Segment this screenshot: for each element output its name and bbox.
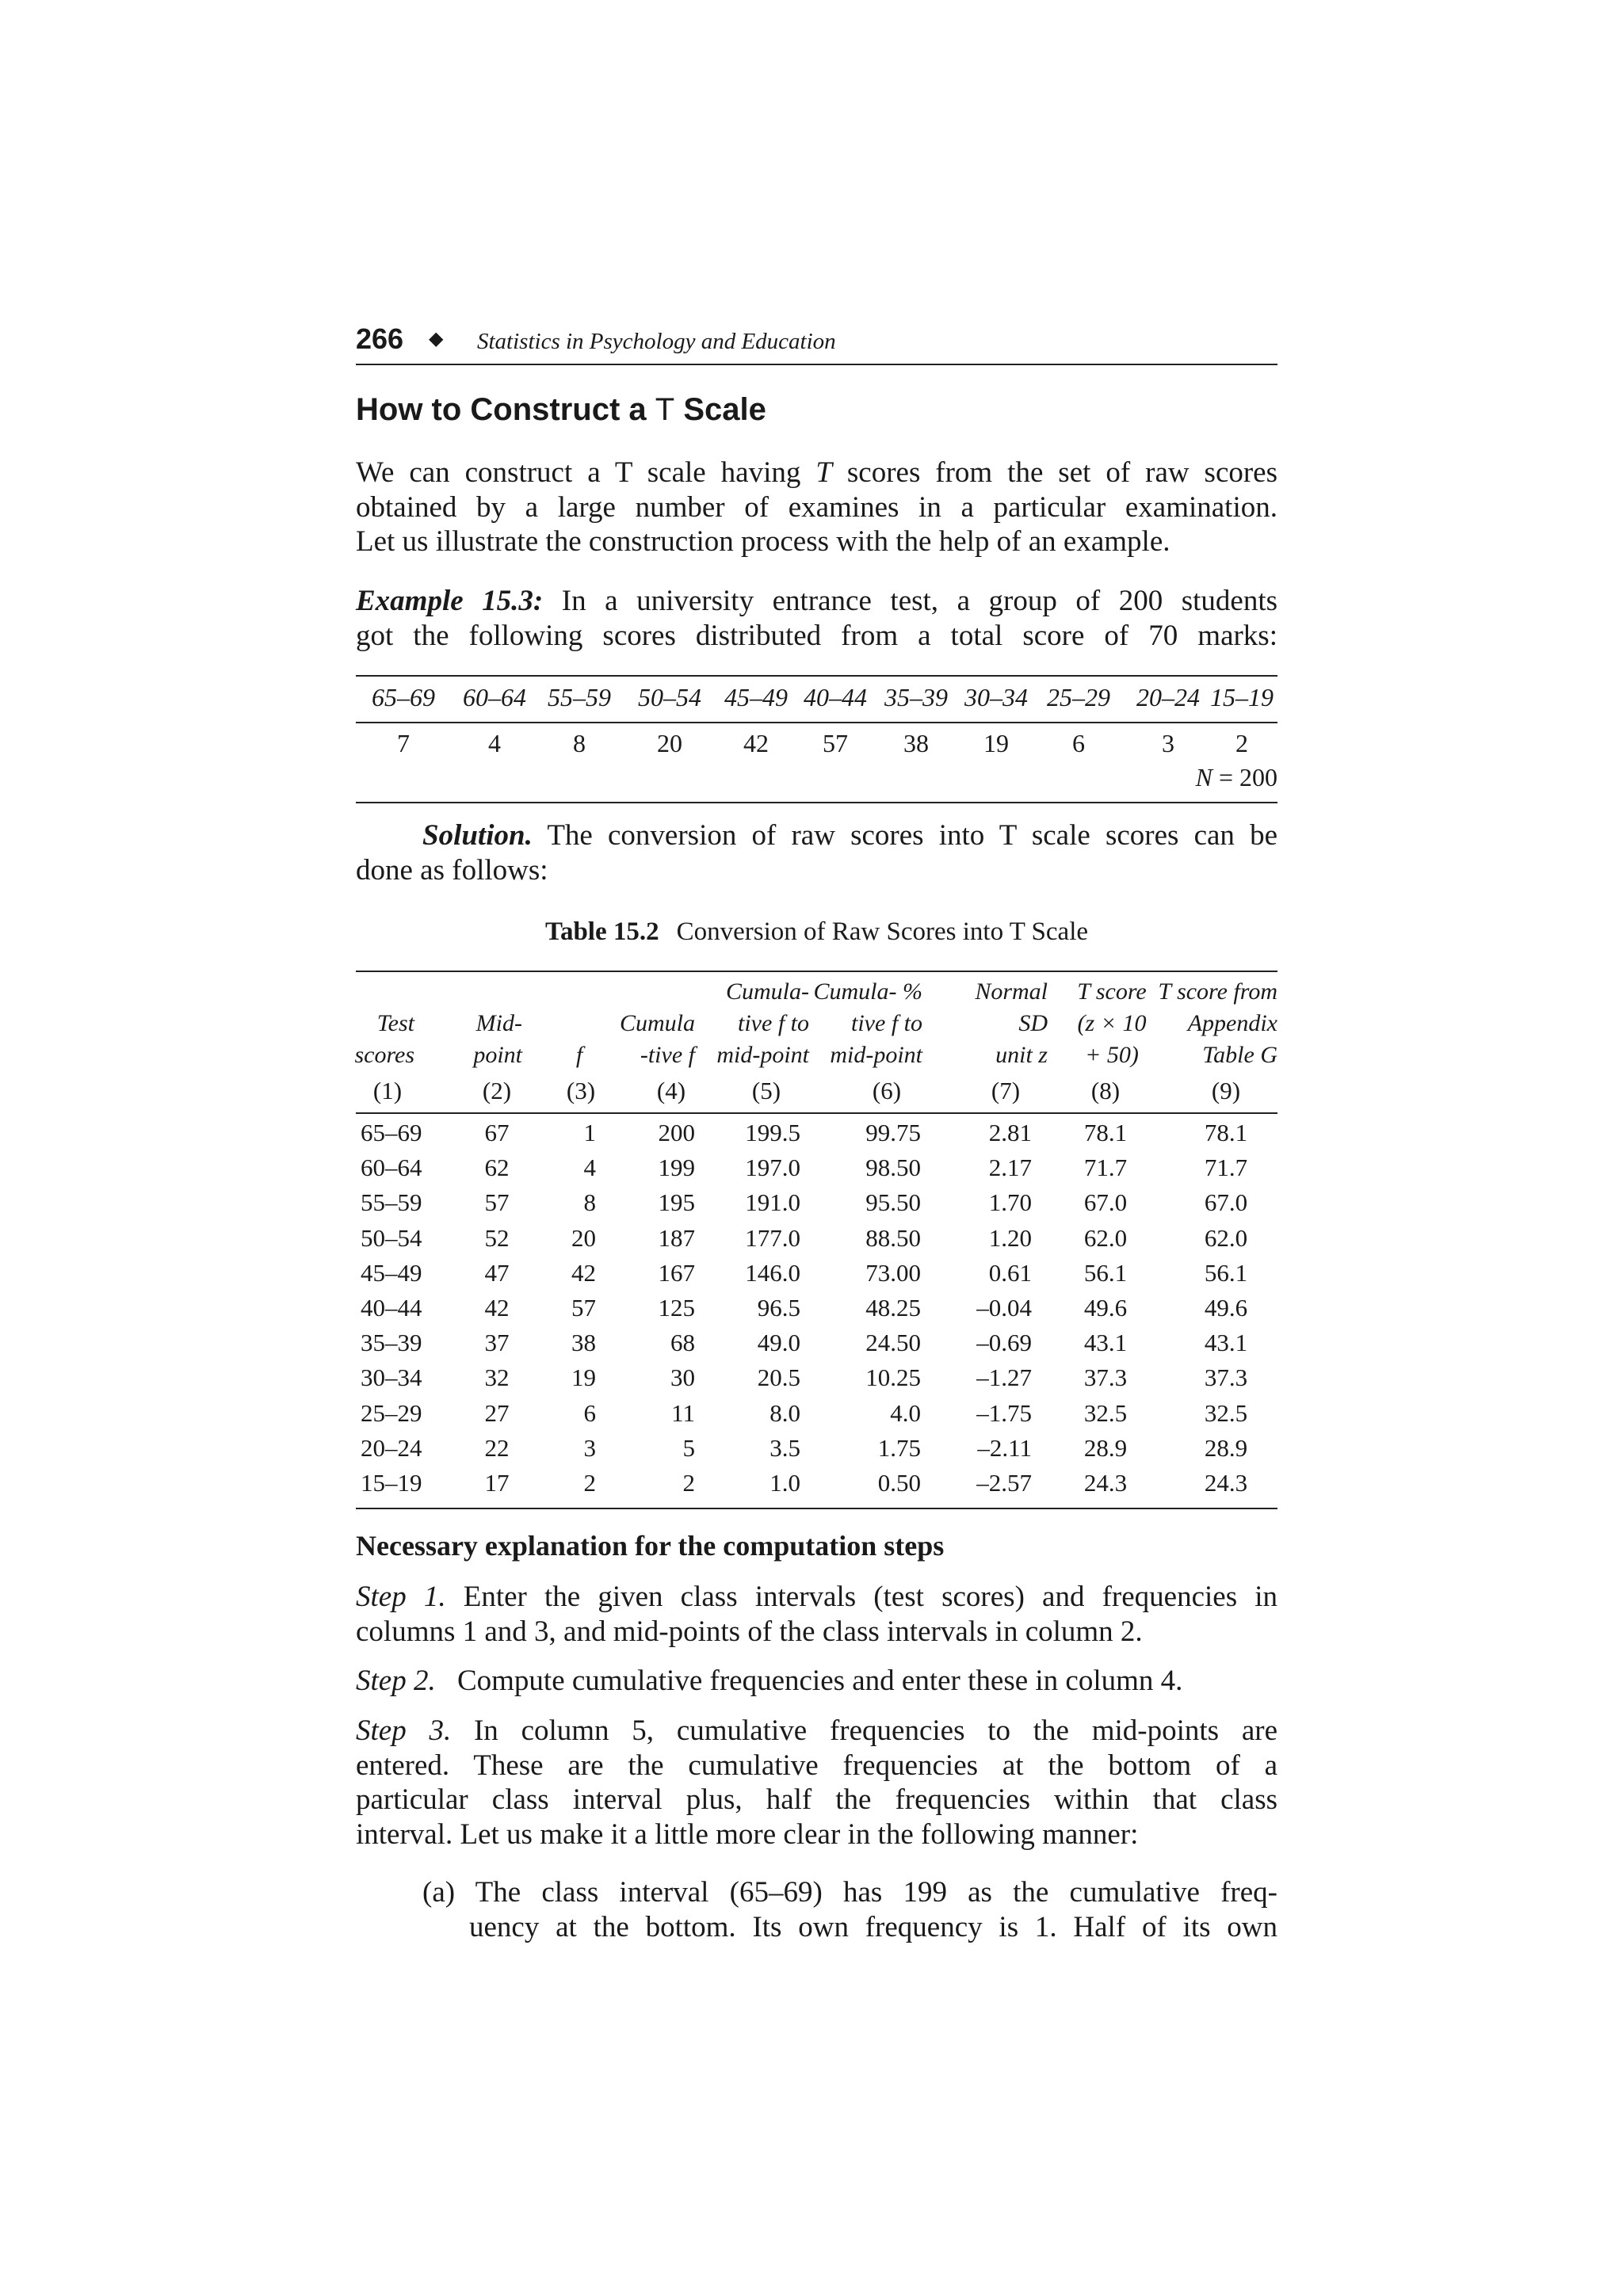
step-2-text: Compute cumulative frequencies and enter these in column 4.: [456, 1665, 1183, 1697]
table-cell: 199.5: [745, 1119, 800, 1146]
intro-line-1b: T: [815, 456, 832, 489]
table-header-cell: [388, 976, 522, 1071]
main-table-bottom-rule: [356, 1508, 1277, 1509]
column-number: (8): [1090, 1077, 1121, 1104]
table-header-text: Table G: [1202, 1042, 1277, 1068]
example-interval: 40–44: [804, 683, 867, 711]
table-cell: 4: [583, 1154, 596, 1181]
table-header-cell: [1143, 976, 1277, 1071]
table-cell: 67.0: [1083, 1188, 1128, 1216]
table-cell: 199: [658, 1154, 695, 1181]
column-number: (4): [656, 1077, 686, 1104]
table-cell: 8.0: [769, 1399, 800, 1427]
table-header-text: Normal: [975, 978, 1048, 1005]
heading-letter: T: [655, 392, 675, 427]
table-cell: 167: [658, 1259, 695, 1287]
table-cell: –1.27: [976, 1363, 1032, 1391]
table-cell: 28.9: [1083, 1434, 1128, 1462]
intro-paragraph: [356, 456, 1277, 559]
table-row: [356, 1224, 1277, 1259]
table-cell: 99.75: [865, 1119, 921, 1146]
table-cell: 60–64: [361, 1154, 422, 1181]
table-cell: 65–69: [361, 1119, 422, 1146]
table-header-text: Mid-: [475, 1010, 522, 1036]
table-header-text: point: [473, 1042, 522, 1068]
section-heading: [356, 392, 766, 428]
item-a-line-1: [356, 1875, 1277, 1910]
item-a-cont: [469, 1910, 1277, 1945]
table-header-text: scores: [354, 1042, 414, 1068]
table-header-text: tive f to: [738, 1010, 809, 1036]
example-interval: 20–24: [1136, 683, 1200, 711]
table-row: [356, 1294, 1277, 1329]
example-table-mid-rule: [356, 722, 1277, 723]
table-cell: 67.0: [1204, 1188, 1248, 1216]
table-cell: –2.11: [977, 1434, 1032, 1462]
table-cell: 42: [484, 1294, 510, 1322]
table-cell: 88.50: [865, 1224, 921, 1252]
example-frequency: 19: [983, 729, 1009, 757]
table-cell: 177.0: [745, 1224, 800, 1252]
step-1-line-2: columns 1 and 3, and mid-points of the class intervals in column 2.: [356, 1615, 1143, 1648]
table-cell: 32.5: [1204, 1399, 1248, 1427]
column-number: (3): [566, 1077, 596, 1104]
table-cell: 37: [484, 1329, 510, 1356]
solution-line-1-text: The conversion of raw scores into T scale scores can be: [547, 819, 1277, 852]
table-cell: –2.57: [976, 1469, 1032, 1497]
table-cell: –1.75: [976, 1399, 1032, 1427]
table-cell: 50–54: [361, 1224, 422, 1252]
step-3-line-2: entered. These are the cumulative frequencies at the bottom of a: [356, 1749, 1277, 1782]
table-header-text: Cumula- %: [813, 978, 922, 1005]
example-frequency: 20: [657, 729, 682, 757]
step-1-line-1: [356, 1580, 1277, 1615]
table-cell: –0.69: [976, 1329, 1032, 1356]
example-line-1: [356, 584, 1277, 619]
table-header-text: [388, 976, 522, 1008]
book-title: Statistics in Psychology and Education: [477, 329, 836, 354]
table-header-cell: [913, 976, 1048, 1071]
step-2-line-1: [356, 1664, 1277, 1699]
table-cell: 20: [571, 1224, 596, 1252]
table-cell: 56.1: [1083, 1259, 1128, 1287]
solution-line-1: [356, 818, 1277, 853]
step-1-label: Step 1.: [356, 1581, 446, 1613]
step-3-label: Step 3.: [356, 1714, 452, 1747]
intro-line-1c: scores from the set of raw scores: [846, 456, 1278, 489]
table-cell: 146.0: [745, 1259, 800, 1287]
table-cell: 71.7: [1083, 1154, 1128, 1181]
table-cell: 38: [571, 1329, 596, 1356]
table-row: [356, 1154, 1277, 1188]
example-interval: 35–39: [884, 683, 948, 711]
table-cell: 8: [583, 1188, 596, 1216]
table-cell: 11: [671, 1399, 695, 1427]
table-header-text: Appendix: [1187, 1010, 1277, 1036]
item-a-line-2: uency at the bottom. Its own frequency is 1. Half of its own: [469, 1911, 1277, 1943]
example-frequency: 7: [397, 729, 410, 757]
example-frequency: 38: [903, 729, 929, 757]
column-number: (9): [1211, 1077, 1241, 1104]
table-cell: 0.61: [988, 1259, 1032, 1287]
table-cell: 4.0: [890, 1399, 921, 1427]
table-cell: 1: [583, 1119, 596, 1146]
table-cell: 95.50: [865, 1188, 921, 1216]
table-header-text: T score: [1077, 978, 1147, 1005]
table-cell: 2.81: [988, 1119, 1032, 1146]
item-a-label: (a): [422, 1876, 456, 1909]
step-3-line-1: [356, 1714, 1277, 1749]
table-cell: 78.1: [1083, 1119, 1128, 1146]
example-frequency: 8: [573, 729, 586, 757]
example-interval: 25–29: [1047, 683, 1110, 711]
table-row: [356, 1259, 1277, 1294]
table-cell: 3.5: [769, 1434, 800, 1462]
table-cell: 73.00: [865, 1259, 921, 1287]
example-table-bottom-rule: [356, 802, 1277, 803]
example-interval: 50–54: [638, 683, 701, 711]
table-cell: 45–49: [361, 1259, 422, 1287]
table-cell: 67: [484, 1119, 510, 1146]
table-cell: 1.75: [877, 1434, 921, 1462]
table-row: [356, 1469, 1277, 1504]
table-cell: 57: [484, 1188, 510, 1216]
table-cell: 68: [670, 1329, 695, 1356]
main-table-header-rule: [356, 1112, 1277, 1114]
table-header-text: unit z: [995, 1042, 1048, 1068]
intro-line-2: obtained by a large number of examines in a particular examination.: [356, 490, 1277, 524]
table-cell: 25–29: [361, 1399, 422, 1427]
table-cell: 17: [484, 1469, 510, 1497]
table-cell: 43.1: [1204, 1329, 1248, 1356]
table-cell: 96.5: [757, 1294, 800, 1322]
example-paragraph: [356, 584, 1277, 653]
example-frequency: 3: [1162, 729, 1174, 757]
table-cell: 56.1: [1204, 1259, 1248, 1287]
example-line-1-text: In a university entrance test, a group of 200 students: [561, 585, 1278, 617]
table-cell: 30–34: [361, 1363, 422, 1391]
table-cell: 49.6: [1083, 1294, 1128, 1322]
diamond-icon: ◆: [429, 329, 444, 349]
table-cell: 43.1: [1083, 1329, 1128, 1356]
table-cell: 42: [571, 1259, 596, 1287]
table-cell: 32: [484, 1363, 510, 1391]
table-cell: 24.3: [1083, 1469, 1128, 1497]
step-1: [356, 1580, 1277, 1649]
table-cell: 1.70: [988, 1188, 1032, 1216]
table-header-text: SD: [1018, 1010, 1048, 1036]
table-cell: 47: [484, 1259, 510, 1287]
column-number: (7): [991, 1077, 1021, 1104]
running-head: [356, 322, 1277, 365]
table-cell: 52: [484, 1224, 510, 1252]
table-cell: 49.0: [757, 1329, 800, 1356]
table-header-text: -tive f: [640, 1042, 695, 1068]
table-cell: 19: [571, 1363, 596, 1391]
table-header-text: T score from: [1158, 978, 1277, 1005]
example-interval: 15–19: [1210, 683, 1274, 711]
table-header-text: mid-point: [830, 1042, 922, 1068]
intro-line-1a: We can construct a T scale having: [356, 456, 801, 489]
table-cell: 3: [583, 1434, 596, 1462]
table-row: [356, 1329, 1277, 1363]
table-header-text: Test: [376, 1010, 414, 1036]
column-number: (5): [751, 1077, 781, 1104]
example-interval: 65–69: [372, 683, 435, 711]
example-line-2: got the following scores distributed from a total score of 70 marks:: [356, 619, 1277, 652]
table-cell: 5: [682, 1434, 695, 1462]
example-frequency: 2: [1235, 729, 1248, 757]
step-3-line-4: interval. Let us make it a little more clear in the following manner:: [356, 1817, 1139, 1851]
table-cell: 187: [658, 1224, 695, 1252]
table-cell: 57: [571, 1294, 596, 1322]
table-cell: 24.50: [865, 1329, 921, 1356]
step-3-text: In column 5, cumulative frequencies to the mid-points are: [473, 1714, 1278, 1747]
example-interval: 55–59: [548, 683, 611, 711]
table-cell: 78.1: [1204, 1119, 1248, 1146]
table-cell: 37.3: [1083, 1363, 1128, 1391]
table-cell: 62: [484, 1154, 510, 1181]
table-cell: 2.17: [988, 1154, 1032, 1181]
example-frequency: 42: [743, 729, 769, 757]
step-3: [356, 1714, 1277, 1852]
example-interval: 30–34: [964, 683, 1028, 711]
table-cell: 15–19: [361, 1469, 422, 1497]
step-1-text: Enter the given class intervals (test scores) and frequencies in: [463, 1581, 1278, 1613]
table-header-text: tive f to: [851, 1010, 922, 1036]
table-header-text: f: [575, 1042, 583, 1068]
table-row: [356, 1119, 1277, 1154]
example-table-n: [1196, 763, 1277, 792]
intro-line-3: Let us illustrate the construction process with the help of an example.: [356, 525, 1170, 558]
table-cell: 22: [484, 1434, 510, 1462]
table-caption-text: Conversion of Raw Scores into T Scale: [676, 917, 1089, 946]
table-cell: 24.3: [1204, 1469, 1248, 1497]
step-2: [356, 1664, 1277, 1699]
table-cell: 28.9: [1204, 1434, 1248, 1462]
page-number: 266: [356, 322, 404, 355]
heading-prefix: How to Construct a: [356, 392, 647, 427]
example-interval: 60–64: [463, 683, 526, 711]
table-header-text: Cumula: [619, 1010, 695, 1036]
table-cell: 200: [658, 1119, 695, 1146]
table-caption-label: Table 15.2: [544, 917, 659, 946]
n-label: N: [1195, 763, 1212, 791]
column-number: (6): [872, 1077, 902, 1104]
table-header-text: + 50): [1085, 1042, 1139, 1068]
example-interval: 45–49: [724, 683, 788, 711]
table-cell: 35–39: [361, 1329, 422, 1356]
table-header-text: mid-point: [716, 1042, 809, 1068]
column-number: (2): [482, 1077, 512, 1104]
table-cell: 48.25: [865, 1294, 921, 1322]
step-3-line-3: particular class interval plus, half the frequencies within that class: [356, 1783, 1277, 1816]
item-a: [356, 1875, 1277, 1910]
table-cell: 191.0: [745, 1188, 800, 1216]
table-header-text: Cumula-: [726, 978, 809, 1005]
table-cell: 1.20: [988, 1224, 1032, 1252]
solution-label: Solution.: [422, 819, 533, 852]
solution-paragraph: [356, 818, 1277, 887]
main-table-top-rule: [356, 971, 1277, 972]
table-header-text: (z × 10: [1077, 1010, 1147, 1036]
example-frequency: 6: [1072, 729, 1085, 757]
table-header-cell: [788, 976, 922, 1071]
table-cell: 27: [484, 1399, 510, 1427]
table-cell: 30: [670, 1363, 695, 1391]
example-label: Example 15.3:: [356, 585, 544, 617]
table-cell: 2: [583, 1469, 596, 1497]
table-cell: 6: [583, 1399, 596, 1427]
table-cell: 37.3: [1204, 1363, 1248, 1391]
table-cell: 1.0: [769, 1469, 800, 1497]
table-cell: 20.5: [757, 1363, 800, 1391]
table-cell: 195: [658, 1188, 695, 1216]
table-cell: 2: [682, 1469, 695, 1497]
table-cell: 98.50: [865, 1154, 921, 1181]
item-a-text: The class interval (65–69) has 199 as the cumulative freq-: [475, 1876, 1277, 1909]
table-caption: [356, 917, 1277, 947]
n-value: = 200: [1218, 763, 1277, 791]
table-cell: 40–44: [361, 1294, 422, 1322]
table-cell: 32.5: [1083, 1399, 1128, 1427]
table-row: [356, 1399, 1277, 1434]
table-row: [356, 1434, 1277, 1469]
table-cell: –0.04: [976, 1294, 1032, 1322]
heading-suffix: Scale: [683, 392, 766, 427]
table-row: [356, 1363, 1277, 1398]
table-cell: 125: [658, 1294, 695, 1322]
table-cell: 62.0: [1083, 1224, 1128, 1252]
table-cell: 62.0: [1204, 1224, 1248, 1252]
table-cell: 0.50: [877, 1469, 921, 1497]
table-cell: 10.25: [865, 1363, 921, 1391]
solution-line-2: done as follows:: [356, 853, 548, 887]
table-cell: 197.0: [745, 1154, 800, 1181]
example-frequency: 4: [488, 729, 501, 757]
table-cell: 49.6: [1204, 1294, 1248, 1322]
table-cell: 71.7: [1204, 1154, 1248, 1181]
table-cell: 20–24: [361, 1434, 422, 1462]
example-table-top-rule: [356, 675, 1277, 677]
table-cell: 55–59: [361, 1188, 422, 1216]
table-row: [356, 1188, 1277, 1223]
step-2-label: Step 2.: [356, 1665, 436, 1697]
explanation-heading: Necessary explanation for the computation steps: [356, 1530, 945, 1562]
column-number: (1): [372, 1077, 403, 1104]
example-frequency: 57: [823, 729, 848, 757]
intro-line-1: [356, 456, 1277, 490]
